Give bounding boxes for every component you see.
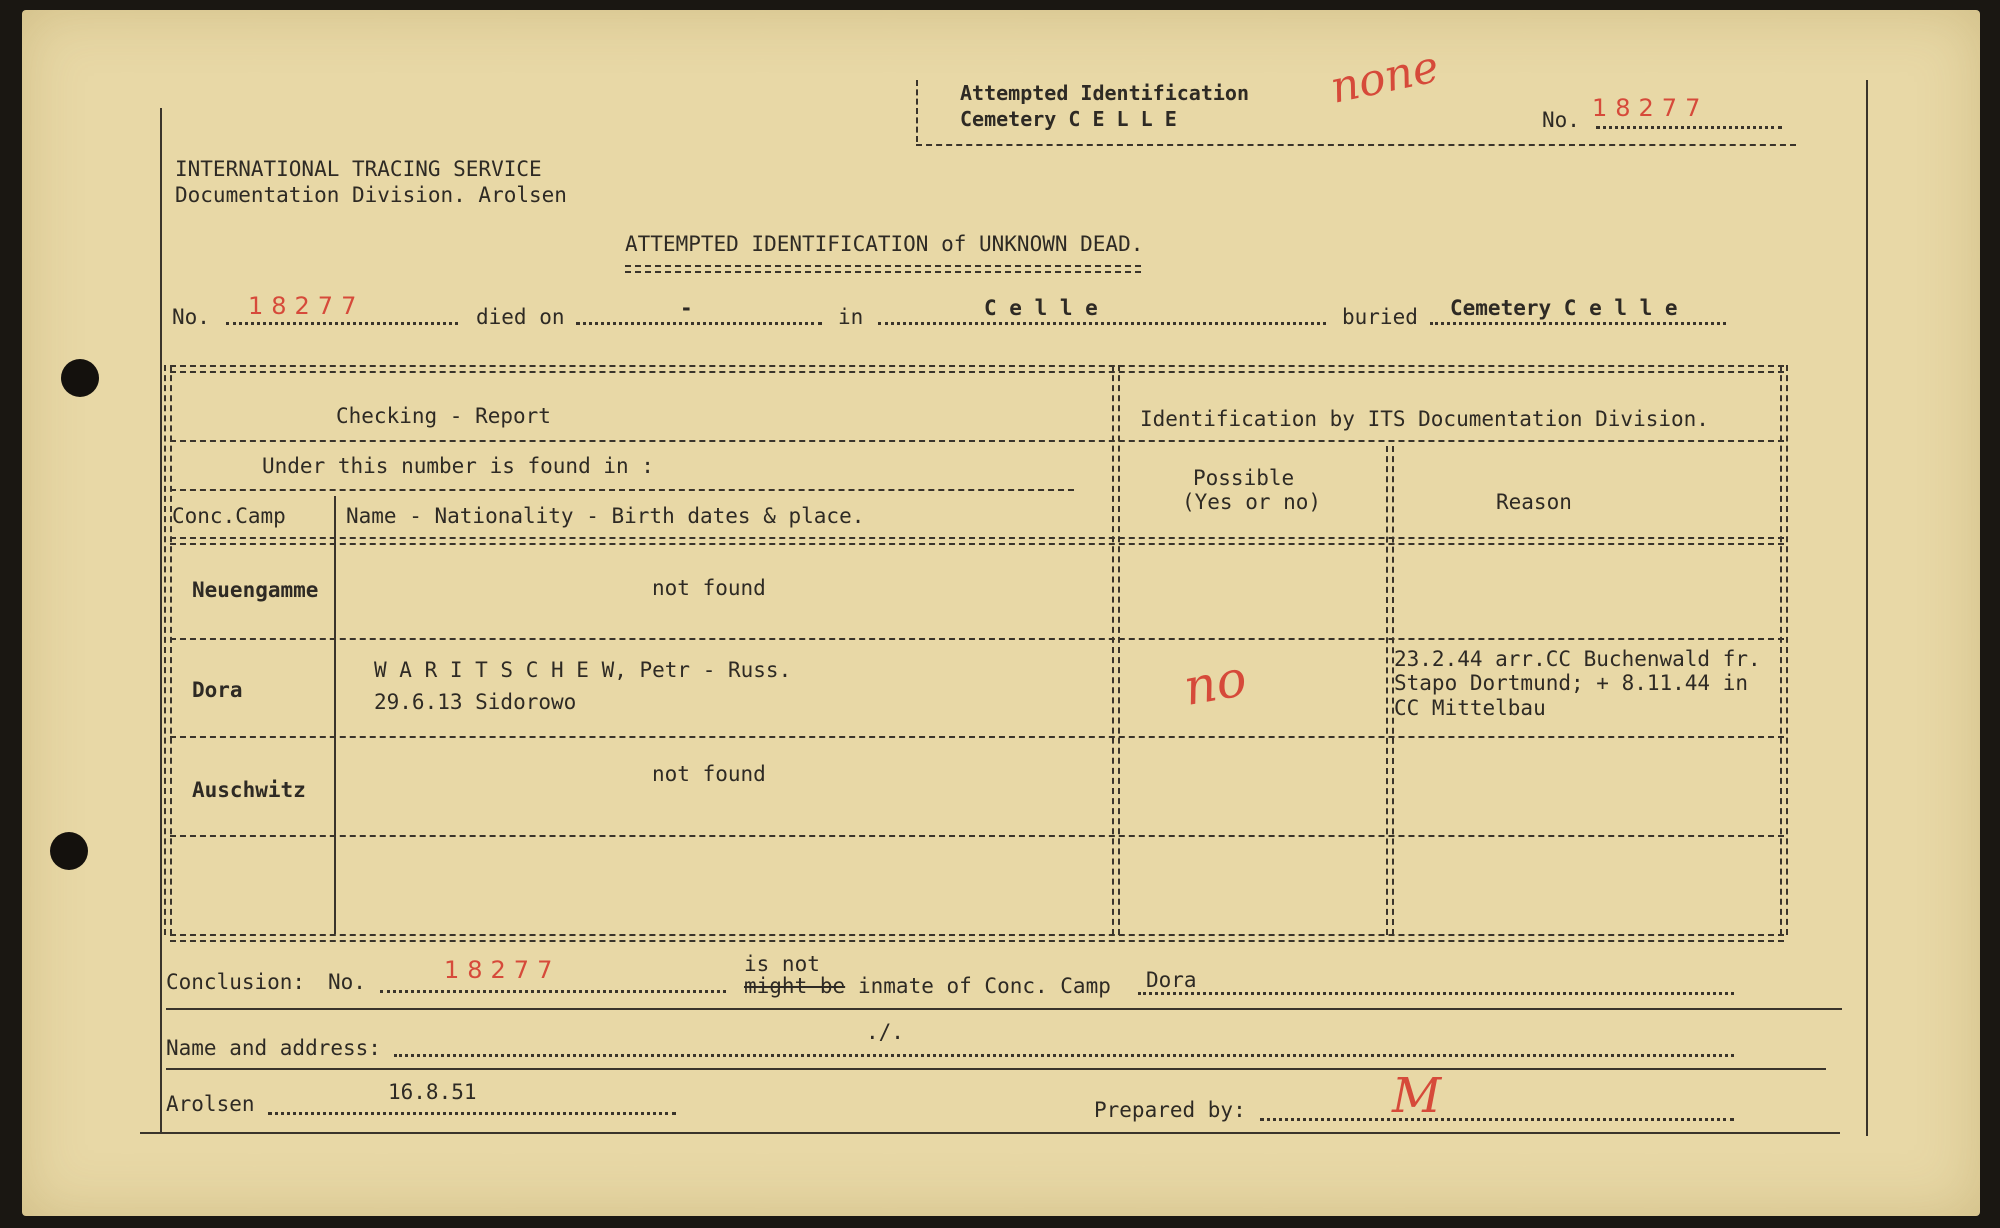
org-line2: Documentation Division. Arolsen <box>175 183 567 207</box>
header-box-bottom <box>916 144 1796 146</box>
conclusion-camp-dots <box>1138 992 1734 995</box>
handwritten-none: none <box>1325 41 1444 114</box>
table-col-divider-main <box>1112 365 1120 935</box>
frame-bottom-line <box>140 1132 1840 1134</box>
conclusion-inmate-text: inmate of Conc. Camp <box>858 974 1111 998</box>
buried-value: Cemetery C e l l e <box>1450 296 1678 320</box>
conclusion-camp: Dora <box>1146 968 1197 992</box>
row3-camp: Auschwitz <box>192 778 306 802</box>
row2-reason-line1: 23.2.44 arr.CC Buchenwald fr. <box>1394 647 1761 671</box>
table-left-border <box>164 365 172 935</box>
conclusion-no-label: No. <box>328 970 366 994</box>
table-line-under-colheads <box>170 537 1784 545</box>
col-header-possible-1: Possible <box>1193 466 1295 490</box>
arolsen-date: 16.8.51 <box>388 1080 477 1104</box>
name-address-rule <box>166 1068 1826 1070</box>
conclusion-is-not: is not <box>744 952 820 976</box>
col-header-possible-2: (Yes or no) <box>1182 490 1322 514</box>
row3-name-line1: not found <box>652 762 766 786</box>
row2-name-line1: W A R I T S C H E W, Petr - Russ. <box>374 658 792 682</box>
prepared-by-initial: M <box>1392 1068 1442 1124</box>
row2-name-line2: 29.6.13 Sidorowo <box>374 690 577 714</box>
buried-label: buried <box>1342 305 1418 329</box>
col-header-name: Name - Nationality - Birth dates & place. <box>346 504 865 528</box>
row2-reason-line2: Stapo Dortmund; + 8.11.44 in <box>1394 671 1749 695</box>
header-box-left <box>916 80 918 142</box>
table-right-border <box>1780 365 1788 935</box>
conclusion-no-dots <box>380 990 726 993</box>
died-value: - <box>680 296 693 320</box>
header-no-label: No. <box>1542 108 1580 132</box>
prepared-by-dots <box>1260 1118 1734 1121</box>
name-address-dots <box>394 1054 1734 1057</box>
frame-left-line <box>160 108 162 1134</box>
table-col-divider-camp <box>334 496 336 934</box>
conclusion-no-value: 18277 <box>444 956 561 984</box>
table-row-line-2 <box>170 736 1784 738</box>
under-number-label: Under this number is found in : <box>262 454 654 478</box>
table-top-border <box>170 365 1784 373</box>
punch-hole <box>61 359 99 397</box>
conclusion-rule <box>166 1008 1842 1010</box>
header-box-line1: Attempted Identification <box>960 81 1249 105</box>
name-address-value: ./. <box>866 1020 904 1044</box>
header-box-line2: Cemetery C E L L E <box>960 107 1177 131</box>
died-label: died on <box>476 305 565 329</box>
frame-right-line <box>1866 80 1868 1136</box>
conclusion-label: Conclusion: <box>166 970 306 994</box>
checking-report-header: Checking - Report <box>336 404 551 428</box>
conclusion-might-be-struck: might be <box>744 974 846 998</box>
header-no-dots <box>1596 126 1782 129</box>
col-header-camp: Conc.Camp <box>172 504 286 528</box>
record-no-value: 18277 <box>248 292 365 320</box>
identification-header: Identification by ITS Documentation Division. <box>1140 407 1709 431</box>
row1-name-line1: not found <box>652 576 766 600</box>
col-header-reason: Reason <box>1496 490 1572 514</box>
prepared-by-label: Prepared by: <box>1094 1098 1246 1122</box>
title-underline <box>625 265 1141 273</box>
record-no-dots <box>226 322 458 325</box>
arolsen-dots <box>268 1112 676 1115</box>
header-no-value: 18277 <box>1592 94 1709 122</box>
table-line-under-header <box>170 440 1784 442</box>
row2-possible-handwritten: no <box>1179 649 1251 717</box>
name-address-label: Name and address: <box>166 1036 381 1060</box>
died-dots <box>576 322 822 325</box>
document-title: ATTEMPTED IDENTIFICATION of UNKNOWN DEAD. <box>625 232 1144 256</box>
record-no-label: No. <box>172 305 210 329</box>
org-line1: INTERNATIONAL TRACING SERVICE <box>175 157 542 181</box>
row1-camp: Neuengamme <box>192 578 319 602</box>
table-bottom-border <box>170 934 1784 942</box>
buried-dots <box>1430 322 1726 325</box>
table-line-under-found <box>170 489 1074 491</box>
arolsen-label: Arolsen <box>166 1092 255 1116</box>
in-label: in <box>838 305 864 329</box>
table-row-line-1 <box>170 638 1784 640</box>
punch-hole <box>50 832 88 870</box>
table-row-line-3 <box>170 835 1784 837</box>
row2-camp: Dora <box>192 678 243 702</box>
in-dots <box>878 322 1326 325</box>
row2-reason-line3: CC Mittelbau <box>1394 696 1546 720</box>
table-col-divider-reason <box>1386 446 1394 935</box>
in-value: C e l l e <box>984 296 1098 320</box>
